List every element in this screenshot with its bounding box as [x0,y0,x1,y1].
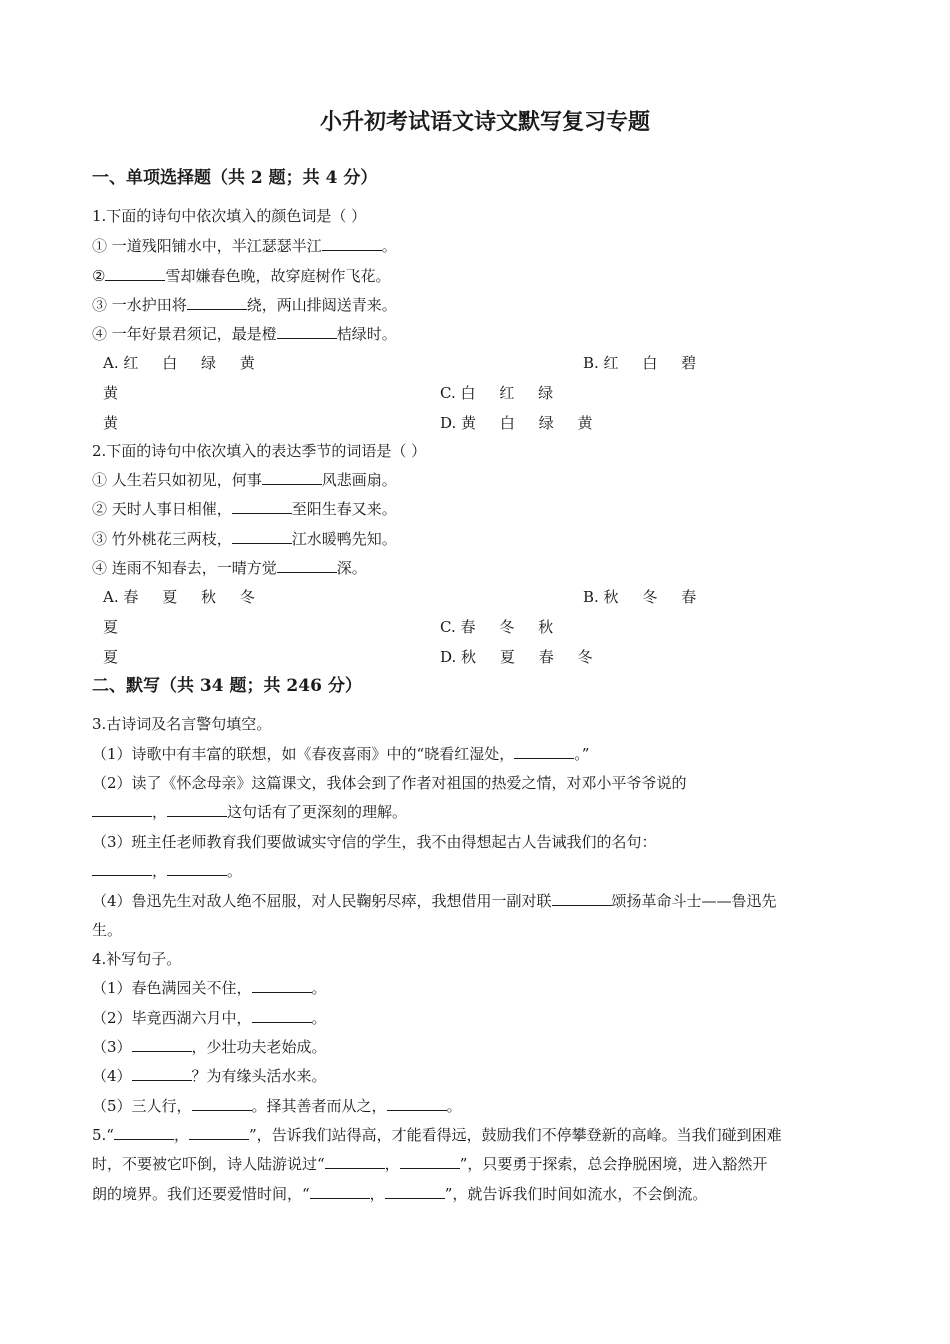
question-3-part-4-cont: 生。 [92,921,123,939]
answer-blank[interactable] [167,802,227,817]
page-title: 小升初考试语文诗文默写复习专题 [320,109,651,135]
question-3-part-3-cont: ， 。 [92,861,242,881]
answer-blank[interactable] [514,744,574,759]
answer-blank[interactable] [262,470,322,485]
question-1-option-a[interactable]: A. 红 白 绿 黄 [103,354,255,372]
question-2-option-b-cont: 夏 [103,618,119,636]
question-3-part-2: （2）读了《怀念母亲》这篇课文，我体会到了作者对祖国的热爱之情，对邓小平爷爷说的 [92,774,687,792]
answer-blank[interactable] [310,1184,370,1199]
answer-blank[interactable] [189,1125,249,1140]
section-heading-1: 一、单项选择题（共 2 题；共 4 分） [92,168,378,188]
question-1-option-c[interactable]: C. 白 红 绿 [440,384,554,402]
question-1-stem: 1.下面的诗句中依次填入的颜色词是（ ） [92,207,367,225]
question-4-line-4: （4） ？为有缘头活水来。 [92,1067,327,1085]
question-1-line-4: ④ 一年好景君须记，最是橙 桔绿时。 [92,325,397,343]
question-1-option-c-cont: 黄 [103,414,119,432]
answer-blank[interactable] [252,978,312,993]
answer-blank[interactable] [92,861,152,876]
question-2-option-c-cont: 夏 [103,648,119,666]
answer-blank[interactable] [114,1125,174,1140]
answer-blank[interactable] [132,1037,192,1052]
answer-blank[interactable] [132,1066,192,1081]
question-1-line-2: ② 雪却嫌春色晚，故穿庭树作飞花。 [92,267,391,285]
question-4-line-3: （3） ，少壮功夫老始成。 [92,1038,327,1056]
question-4-line-2: （2）毕竟西湖六月中， 。 [92,1009,327,1027]
answer-blank[interactable] [252,1008,312,1023]
question-3-part-4: （4）鲁迅先生对敌人绝不屈服，对人民鞠躬尽瘁，我想借用一副对联 颂扬革命斗士——鲁迅先 [92,892,777,910]
question-1-line-3: ③ 一水护田将 绕，两山排闼送青来。 [92,296,397,314]
question-3-stem: 3.古诗词及名言警句填空。 [92,715,272,733]
question-1-option-d[interactable]: D. 黄 白 绿 黄 [440,414,593,432]
answer-blank[interactable] [187,295,247,310]
question-3-part-2-cont: ， 这句话有了更深刻的理解。 [92,802,407,822]
question-2-line-1: ① 人生若只如初见，何事 风悲画扇。 [92,471,397,489]
question-1-option-b[interactable]: B. 红 白 碧 [583,354,697,372]
question-2-line-3: ③ 竹外桃花三两枝， 江水暖鸭先知。 [92,530,397,548]
question-3-part-1: （1）诗歌中有丰富的联想，如《春夜喜雨》中的“晓看红湿处， 。” [92,745,590,763]
answer-blank[interactable] [105,266,165,281]
question-1-option-b-cont: 黄 [103,384,119,402]
answer-blank[interactable] [552,891,612,906]
answer-blank[interactable] [232,529,292,544]
question-5-line-1: 5.“ ， ”，告诉我们站得高，才能看得远，鼓励我们不停攀登新的高峰。当我们碰到困难 [92,1126,782,1144]
question-2-line-2: ② 天时人事日相催， 至阳生春又来。 [92,500,397,518]
question-2-option-d[interactable]: D. 秋 夏 春 冬 [440,648,593,666]
answer-blank[interactable] [92,802,152,817]
answer-blank[interactable] [232,499,292,514]
question-2-option-b[interactable]: B. 秋 冬 春 [583,588,697,606]
answer-blank[interactable] [385,1184,445,1199]
answer-blank[interactable] [192,1096,252,1111]
question-2-option-a[interactable]: A. 春 夏 秋 冬 [103,588,255,606]
question-2-line-4: ④ 连雨不知春去，一晴方觉 深。 [92,559,367,577]
question-4-line-1: （1）春色满园关不住， 。 [92,979,327,997]
question-2-stem: 2.下面的诗句中依次填入的表达季节的词语是（ ） [92,442,427,460]
answer-blank[interactable] [167,861,227,876]
question-5-line-3: 朗的境界。我们还要爱惜时间，“ ， ”，就告诉我们时间如流水，不会倒流。 [92,1185,708,1203]
question-2-option-c[interactable]: C. 春 冬 秋 [440,618,554,636]
question-3-part-3: （3）班主任老师教育我们要做诚实守信的学生，我不由得想起古人告诫我们的名句： [92,833,657,851]
question-4-line-5: （5）三人行， 。择其善者而从之， 。 [92,1097,462,1115]
question-4-stem: 4.补写句子。 [92,950,182,968]
answer-blank[interactable] [277,558,337,573]
answer-blank[interactable] [325,1154,385,1169]
question-5-line-2: 时，不要被它吓倒，诗人陆游说过“ ， ”，只要勇于探索，总会挣脱困境，进入豁然开 [92,1155,768,1173]
answer-blank[interactable] [277,324,337,339]
section-heading-2: 二、默写（共 34 题；共 246 分） [92,676,362,696]
answer-blank[interactable] [387,1096,447,1111]
answer-blank[interactable] [400,1154,460,1169]
answer-blank[interactable] [322,236,382,251]
question-1-line-1: ① 一道残阳铺水中，半江瑟瑟半江 。 [92,237,397,255]
